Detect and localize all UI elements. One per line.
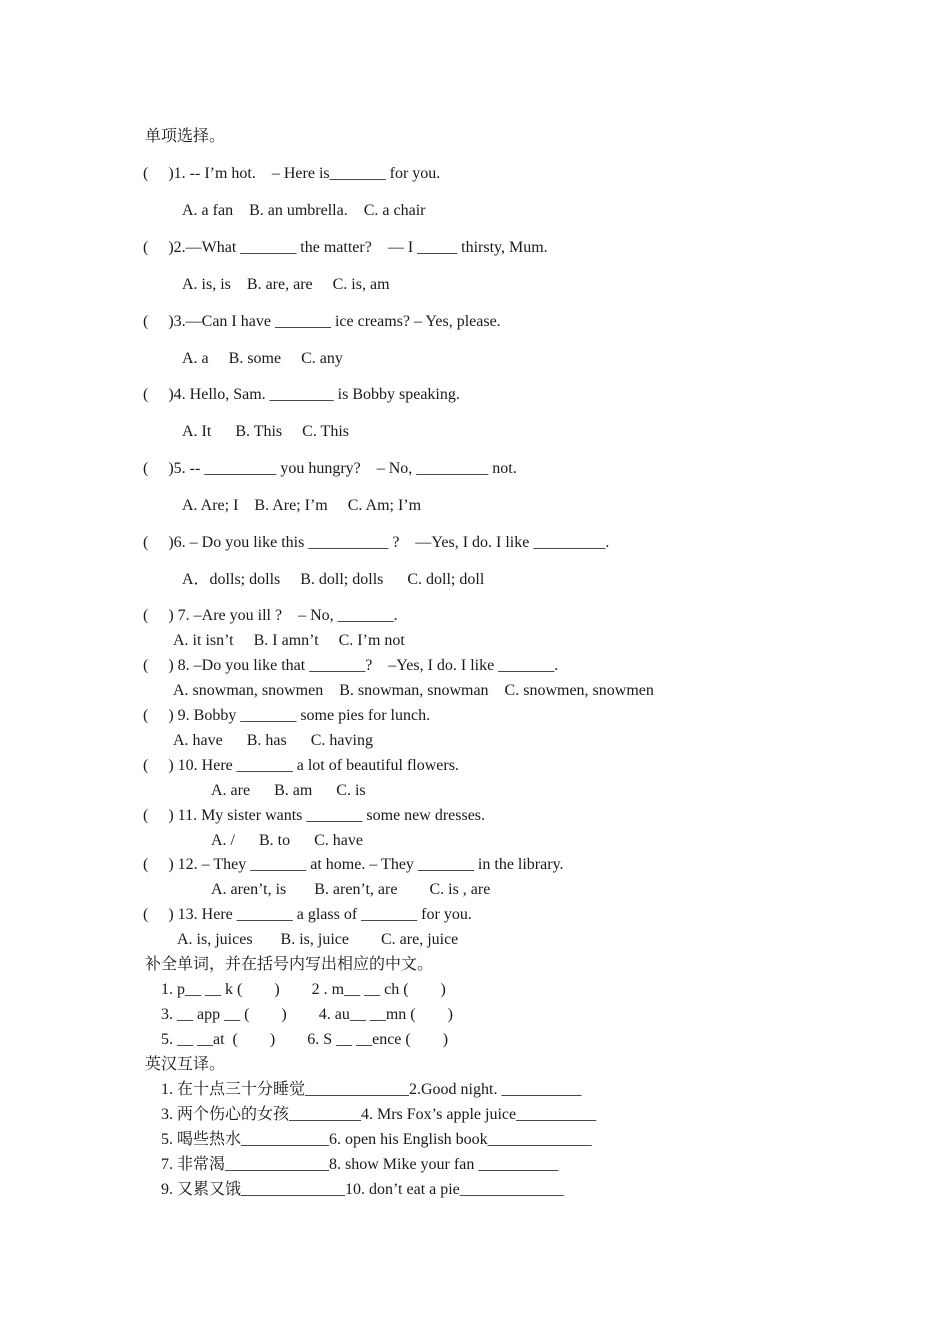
options-5: A. Are; I B. Are; I’m C. Am; I’m xyxy=(182,497,422,514)
question-5: ( )5. -- _________ you hungry? – No, _________ not. xyxy=(143,460,517,477)
translate-line-5: 9. 又累又饿_____________10. don’t eat a pie_____________ xyxy=(161,1181,564,1198)
question-2: ( )2.—What _______ the matter? — I _____ thirsty, Mum. xyxy=(143,239,548,256)
translate-line-4: 7. 非常渴_____________8. show Mike your fan __________ xyxy=(161,1156,559,1173)
translate-line-2: 3. 两个伤心的女孩_________4. Mrs Fox’s apple juice__________ xyxy=(161,1106,597,1123)
question-4: ( )4. Hello, Sam. ________ is Bobby speaking. xyxy=(143,386,460,403)
options-12: A. aren’t, is B. aren’t, are C. is , are xyxy=(211,881,491,898)
section2-heading: 补全单词，并在括号内写出相应的中文。 xyxy=(145,956,434,973)
options-10: A. are B. am C. is xyxy=(211,782,366,799)
options-4: A. It B. This C. This xyxy=(182,423,349,440)
options-7: A. it isn’t B. I amn’t C. I’m not xyxy=(173,632,405,649)
section3-heading: 英汉互译。 xyxy=(145,1056,226,1073)
translate-line-3: 5. 喝些热水___________6. open his English book_____________ xyxy=(161,1131,592,1148)
options-6: A．dolls; dolls B. doll; dolls C. doll; doll xyxy=(182,571,485,588)
options-3: A. a B. some C. any xyxy=(182,350,343,367)
section1-heading: 单项选择。 xyxy=(145,128,226,145)
word-line-2: 3. __ app __ ( ) 4. au__ __mn ( ) xyxy=(161,1006,453,1023)
question-9: ( ) 9. Bobby _______ some pies for lunch. xyxy=(143,707,431,724)
question-3: ( )3.—Can I have _______ ice creams? – Yes, please. xyxy=(143,313,501,330)
question-7: ( ) 7. –Are you ill ? – No, _______. xyxy=(143,607,398,624)
options-1: A. a fan B. an umbrella. C. a chair xyxy=(182,202,426,219)
options-13: A. is, juices B. is, juice C. are, juice xyxy=(177,931,459,948)
question-11: ( ) 11. My sister wants _______ some new dresses. xyxy=(143,807,486,824)
options-8: A. snowman, snowmen B. snowman, snowman C. snowmen, snowmen xyxy=(173,682,654,699)
word-line-1: 1. p__ __ k ( ) 2 . m__ __ ch ( ) xyxy=(161,981,446,998)
options-9: A. have B. has C. having xyxy=(173,732,373,749)
options-11: A. / B. to C. have xyxy=(211,832,363,849)
question-8: ( ) 8. –Do you like that _______? –Yes, I do. I like _______. xyxy=(143,657,559,674)
question-6: ( )6. – Do you like this __________ ? —Yes, I do. I like _________. xyxy=(143,534,610,551)
word-line-3: 5. __ __at ( ) 6. S __ __ence ( ) xyxy=(161,1031,449,1048)
options-2: A. is, is B. are, are C. is, am xyxy=(182,276,390,293)
question-1: ( )1. -- I’m hot. – Here is_______ for you. xyxy=(143,165,441,182)
question-12: ( ) 12. – They _______ at home. – They _______ in the library. xyxy=(143,856,564,873)
question-13: ( ) 13. Here _______ a glass of _______ for you. xyxy=(143,906,472,923)
question-10: ( ) 10. Here _______ a lot of beautiful flowers. xyxy=(143,757,459,774)
translate-line-1: 1. 在十点三十分睡觉_____________2.Good night. __________ xyxy=(161,1081,582,1098)
